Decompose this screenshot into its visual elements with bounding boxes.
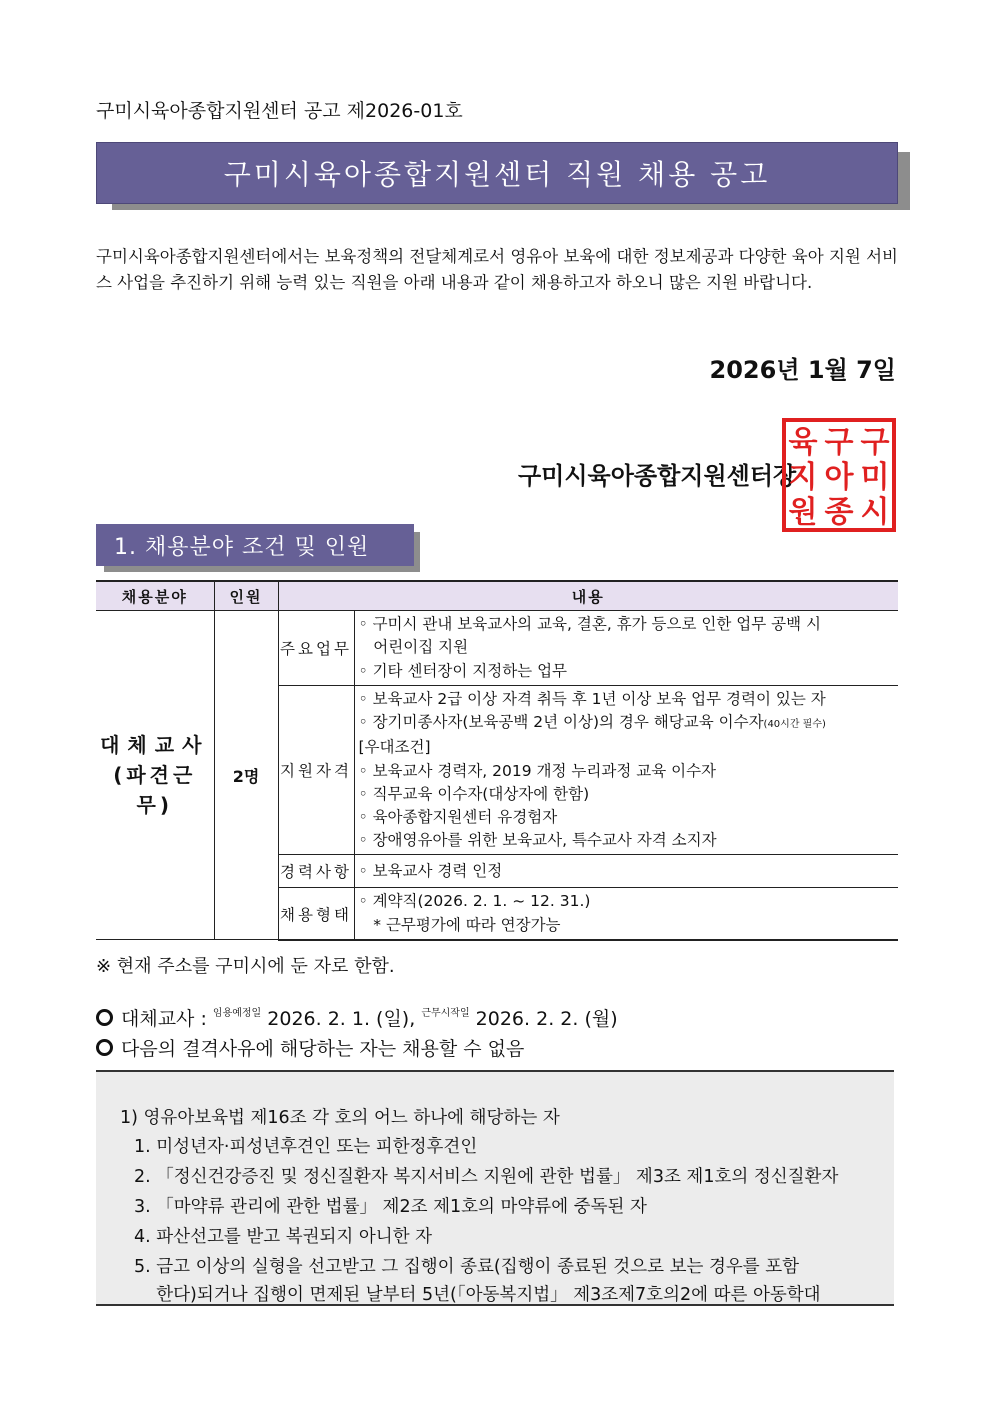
circle-bullet-icon xyxy=(96,1009,113,1026)
list-item: 4. 파산선고를 받고 복권되지 아니한 자 xyxy=(134,1227,433,1247)
seal-char: 아 xyxy=(824,460,854,495)
detail-line: * 근무평가에 따라 연장가능 xyxy=(358,915,561,934)
issuer-name: 구미시육아종합지원센터장 xyxy=(518,462,797,490)
detail-line: ◦ 육아종합지원센터 유경험자 xyxy=(358,808,558,827)
official-seal-icon xyxy=(782,418,896,532)
detail-line: ◦ 구미시 관내 보육교사의 교육, 결혼, 휴가 등으로 인한 업무 공백 시 xyxy=(358,615,821,634)
header-field: 채용분야 xyxy=(96,581,214,611)
category-qualification: 지원자격 xyxy=(278,686,354,855)
detail-line: ◦ 계약직(2026. 2. 1. ~ 12. 31.) xyxy=(358,892,591,911)
field-type: (파견근무) xyxy=(113,763,197,818)
detail-line: ◦ 기타 센터장이 지정하는 업무 xyxy=(358,661,568,680)
circle-bullet-icon xyxy=(96,1039,113,1056)
field-name: 대체교사 xyxy=(100,733,210,758)
seal-char: 원 xyxy=(788,495,818,530)
detail-line: 어린이집 지원 xyxy=(358,638,469,657)
residence-note: ※ 현재 주소를 구미시에 둔 자로 한함. xyxy=(96,956,395,977)
disqualification-heading: 다음의 결격사유에 해당하는 자는 채용할 수 없음 xyxy=(121,1038,525,1060)
recruitment-table xyxy=(96,580,898,941)
table-header-row xyxy=(96,581,898,611)
list-item: 1. 미성년자·피성년후견인 또는 피한정후견인 xyxy=(134,1137,478,1157)
seal-char: 육 xyxy=(788,425,818,460)
disqualification-intro: 1) 영유아보육법 제16조 각 호의 어느 하나에 해당하는 자 xyxy=(120,1108,560,1128)
detail-line: ◦ 장애영유아를 위한 보육교사, 특수교사 자격 소지자 xyxy=(358,831,717,850)
appoint-label: 임용예정일 xyxy=(212,1008,262,1019)
section-title: 1. 채용분야 조건 및 인원 xyxy=(96,524,414,566)
detail-experience xyxy=(354,855,898,888)
category-duties: 주요업무 xyxy=(278,611,354,686)
list-item: 3. 「마약류 관리에 관한 법률」 제2조 제1호의 마약류에 중독된 자 xyxy=(134,1197,647,1217)
field-cell xyxy=(96,611,214,940)
appoint-date: 2026. 2. 1. (일), xyxy=(267,1008,416,1030)
detail-line-text: ◦ 장기미종사자(보육공백 2년 이상)의 경우 해당교육 이수자 xyxy=(358,713,764,732)
detail-employment xyxy=(354,888,898,940)
detail-line: ◦ 직무교육 이수자(대상자에 한함) xyxy=(358,784,590,803)
detail-line xyxy=(359,711,895,736)
detail-line: ◦ 보육교사 2급 이상 자격 취득 후 1년 이상 보육 업무 경력이 있는 자 xyxy=(358,690,826,708)
small-note: (40시간 필수) xyxy=(763,719,826,731)
table-row xyxy=(96,611,898,686)
seal-char: 시 xyxy=(860,495,890,530)
detail-line: ◦ 보육교사 경력자, 2019 개정 누리과정 교육 이수자 xyxy=(358,761,717,780)
seal-char: 지 xyxy=(788,460,818,495)
page-title: 구미시육아종합지원센터 직원 채용 공고 xyxy=(96,142,898,204)
header-content: 내용 xyxy=(278,581,898,611)
detail-qualification xyxy=(354,686,898,855)
start-label: 근무시작일 xyxy=(421,1008,470,1019)
header-count: 인원 xyxy=(214,581,278,611)
detail-duties xyxy=(354,611,898,686)
list-item: 한다)되거나 집행이 면제된 날부터 5년(「아동복지법」 제3조제7호의2에 따른 아동학대 xyxy=(134,1285,821,1305)
schedule-label: 대체교사 : xyxy=(121,1008,207,1030)
notice-date: 2026년 1월 7일 xyxy=(709,356,896,384)
list-item: 2. 「정신건강증진 및 정신질환자 복지서비스 지원에 관한 법률」 제3조 제1호의 정신질환자 xyxy=(134,1167,839,1187)
detail-line: ◦ 보육교사 경력 인정 xyxy=(358,861,503,880)
seal-char: 미 xyxy=(860,460,890,495)
seal-char: 구 xyxy=(860,425,890,460)
list-item: 5. 금고 이상의 실형을 선고받고 그 집행이 종료(집행이 종료된 것으로 보는 경우를 포함 xyxy=(134,1257,800,1277)
notice-number: 구미시육아종합지원센터 공고 제2026-01호 xyxy=(96,100,463,122)
seal-char: 구 xyxy=(824,425,854,460)
schedule-line xyxy=(96,1004,618,1031)
count-cell: 2명 xyxy=(214,611,278,940)
start-date: 2026. 2. 2. (월) xyxy=(475,1008,618,1030)
seal-char: 종 xyxy=(824,495,854,530)
intro-paragraph: 구미시육아종합지원센터에서는 보육정책의 전달체계로서 영유아 보육에 대한 정보제공과 다양한 육아 지원 서비스 사업을 추진하기 위해 능력 있는 직원을 아래 내용과 같이 채용하고자 하오니 많은 지원 바랍니다. xyxy=(96,247,898,292)
category-experience: 경력사항 xyxy=(278,855,354,888)
detail-line: [우대조건] xyxy=(358,738,431,757)
disqualification-box xyxy=(96,1070,894,1306)
disqualification-heading-line xyxy=(96,1034,524,1061)
category-employment: 채용형태 xyxy=(278,888,354,940)
